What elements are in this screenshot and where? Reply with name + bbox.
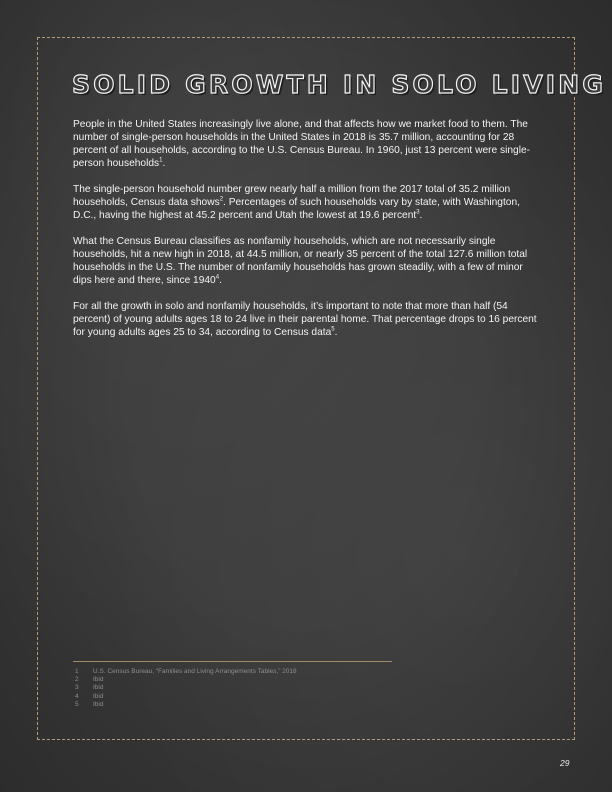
footnote-item [75, 701, 297, 709]
footnote-text: Ibid [93, 700, 104, 708]
paragraph-2-tail: . [419, 210, 423, 221]
paragraph-2 [73, 183, 541, 222]
footnote-ref-3: 3 [416, 209, 420, 216]
paragraph-3-text: What the Census Bureau classifies as nonfamily households, which are not necessarily single households, hit a new high in 2018, at 44.5 million, or nearly 35 percent of the total 127.6 million total households in the U.S. The number of nonfamily households has grown steadily, with a few of minor dips here and there, since 1940 [73, 236, 528, 286]
footnote-number: 1 [75, 668, 79, 675]
footnote-ref-5: 5 [331, 326, 335, 333]
paragraph-3-tail: . [219, 275, 222, 286]
footnote-number: 3 [75, 684, 79, 692]
footnote-item [75, 684, 297, 692]
paragraph-2-text: The single-person household number grew nearly half a million from the 2017 total of 35.2 million households, Census data shows [73, 184, 511, 208]
footnote-number: 4 [75, 692, 79, 700]
footnote-item [75, 693, 297, 701]
footnote-item [75, 668, 297, 676]
paragraph-2-middle: . Percentages of such households vary by state, with Washington, D.C., having the highest at 45.2 percent and Utah the lowest at 19.6 percent [73, 197, 520, 221]
footnotes-list [75, 668, 297, 709]
paragraph-4-tail: . [334, 327, 338, 338]
footnote-number: 5 [75, 700, 79, 708]
footnote-divider [73, 661, 392, 662]
paragraph-4 [73, 300, 541, 339]
footnote-text: Ibid [93, 692, 104, 700]
article-body [73, 118, 541, 352]
footnote-text: Ibid [93, 676, 104, 684]
footnote-text: U.S. Census Bureau, “Families and Living Arrangements Tables,” 2018 [93, 668, 297, 675]
footnote-ref-2: 2 [219, 196, 224, 203]
paragraph-1-tail: . [162, 158, 166, 169]
paragraph-4-text: For all the growth in solo and nonfamily households, it’s important to note that more than half (54 percent) of young adults ages 18 to 24 live in their parental home. That percentage drops to 16 percent for young adults ages 25 to 34, according to Census data [73, 301, 537, 338]
footnote-number: 2 [75, 676, 79, 684]
footnote-ref-4: 4 [215, 274, 220, 281]
footnote-text: Ibid [93, 684, 104, 692]
paragraph-1 [73, 118, 541, 170]
footnote-item [75, 676, 297, 684]
footnote-ref-1: 1 [159, 157, 163, 164]
page-number: 29 [560, 758, 570, 768]
paragraph-3 [73, 235, 541, 287]
page-title: SOLID GROWTH IN SOLO LIVING [72, 70, 607, 99]
paragraph-1-text: People in the United States increasingly live alone, and that affects how we market food to them. The number of single-person households in the United States in 2018 is 35.7 million, accounting for 28 percent of all households, according to the U.S. Census Bureau. In 1960, just 13 percent were single-person households [73, 119, 531, 169]
